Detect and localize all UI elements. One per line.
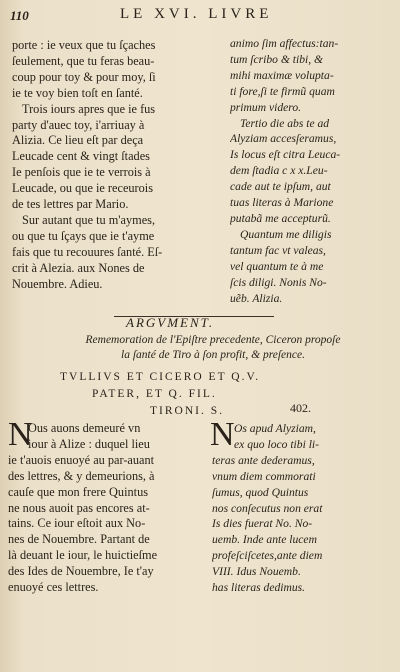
text-line: vel quantum te à me bbox=[230, 259, 324, 273]
text-line: de tes lettres par Mario. bbox=[12, 197, 129, 212]
running-title: LE XVI. LIVRE bbox=[120, 6, 273, 22]
text-line: la ſanté de Tiro à ſon profit, & preſence. bbox=[121, 349, 305, 361]
text-line: ſumus, quod Quintus bbox=[212, 485, 309, 499]
text-line: vnum diem commorati bbox=[212, 469, 316, 483]
text-line: Trois iours apres que ie fus bbox=[22, 101, 156, 116]
text-line: uẽb. Alizia. bbox=[230, 291, 283, 305]
text-line: des Ides de Nouembre, Ie t'ay bbox=[8, 564, 154, 579]
text-line: des lettres, & y demeurions, à bbox=[8, 468, 155, 483]
text-line: mihi maximæ volupta- bbox=[230, 68, 334, 82]
text-line: ie te voy bien toſt en ſanté. bbox=[12, 85, 143, 100]
text-line: uemb. Inde ante lucem bbox=[212, 533, 317, 547]
text-line: coup pour toy & pour moy, ſi bbox=[12, 69, 156, 84]
text-line: Is dies fuerat No. No- bbox=[212, 517, 313, 531]
drop-cap-french: N bbox=[8, 416, 33, 453]
page-folio: 110 bbox=[10, 8, 29, 23]
letter2-latin-column bbox=[212, 421, 394, 596]
text-line: putabã me accepturũ. bbox=[230, 211, 331, 225]
text-line: dem ſtadia c x x.Leu- bbox=[230, 164, 328, 178]
salutation-line: TVLLIVS ET CICERO ET Q.V. bbox=[60, 371, 261, 383]
text-line: nes de Nouembre. Partant de bbox=[8, 532, 150, 547]
letter1-french-column bbox=[12, 38, 222, 293]
text-line: là deuant le iour, le huictieſme bbox=[8, 548, 158, 563]
text-line: animo ſim affectus:tan- bbox=[230, 37, 339, 50]
text-line: party d'auec toy, i'arriuay à bbox=[12, 117, 145, 132]
text-line: cauſe que mon frere Quintus bbox=[8, 484, 148, 499]
text-line: ſeulement, que tu feras beau- bbox=[12, 53, 155, 68]
text-line: crit à Alezia. aux Nones de bbox=[12, 260, 145, 275]
text-line: cade aut te ipſum, aut bbox=[230, 180, 331, 194]
text-line: teras ante dederamus, bbox=[212, 453, 315, 467]
text-line: fais que tu recouures ſanté. Eſ- bbox=[12, 244, 163, 259]
text-line: porte : ie veux que tu ſçaches bbox=[12, 38, 156, 52]
text-line: Rememoration de l'Epiſtre precedente, Ciceron propoſe bbox=[85, 334, 341, 346]
text-line: ie t'auois enuoyé au par-auant bbox=[8, 452, 155, 467]
text-line: primum videro. bbox=[230, 100, 302, 114]
text-line: enuoyé ces lettres. bbox=[8, 580, 99, 595]
letter-number: 402. bbox=[290, 401, 311, 415]
text-line: ou que tu ſçays que ie t'ayme bbox=[12, 228, 155, 243]
text-line: Tertio die abs te ad bbox=[240, 116, 330, 130]
argument-heading: ARGVMENT. bbox=[126, 315, 215, 330]
text-line: iour à Alize : duquel lieu bbox=[28, 436, 150, 451]
text-line: Is locus eſt citra Leuca- bbox=[230, 148, 341, 162]
text-line: Nouembre. Adieu. bbox=[12, 276, 103, 291]
text-line: ex quo loco tibi li- bbox=[234, 437, 320, 451]
text-line: Sur autant que tu m'aymes, bbox=[22, 212, 156, 227]
text-line: Ie penſois que ie te verrois à bbox=[12, 165, 151, 180]
text-line: Alizia. Ce lieu eſt par deça bbox=[12, 133, 144, 148]
text-line: Os apud Alyziam, bbox=[234, 422, 316, 435]
text-line: tains. Ce iour eſtoit aux No- bbox=[8, 516, 146, 531]
text-line: Quantum me diligis bbox=[240, 227, 332, 241]
text-line: ne nous auoit pas encores at- bbox=[8, 500, 150, 515]
text-line: ſcis diligi. Nonis No- bbox=[230, 275, 327, 289]
text-line: nos conſecutus non erat bbox=[212, 501, 323, 515]
text-line: has literas dedimus. bbox=[212, 581, 306, 595]
letter2-french-column bbox=[8, 421, 228, 596]
salutation-line: PATER, ET Q. FIL. bbox=[92, 388, 217, 400]
text-line: tum ſcribo & tibi, & bbox=[230, 52, 324, 66]
text-line: Leucade, ou que ie receurois bbox=[12, 181, 153, 196]
argument-summary bbox=[48, 333, 378, 363]
text-line: ti fore,ſi te firmũ quam bbox=[230, 84, 335, 98]
text-line: VIII. Idus Nouemb. bbox=[212, 565, 301, 579]
salutation-line: TIRONI. S. bbox=[150, 405, 224, 417]
letter1-latin-column bbox=[230, 36, 395, 306]
text-line: Leucade cent & vingt ſtades bbox=[12, 149, 150, 164]
text-line: tuas literas à Marione bbox=[230, 196, 334, 210]
text-line: tantum fac vt valeas, bbox=[230, 243, 326, 257]
text-line: profeſciſcetes,ante diem bbox=[212, 549, 323, 563]
text-line: Alyziam accesſeramus, bbox=[230, 132, 337, 146]
drop-cap-latin: N bbox=[210, 416, 235, 453]
text-line: Ous auons demeuré vn bbox=[28, 421, 141, 435]
